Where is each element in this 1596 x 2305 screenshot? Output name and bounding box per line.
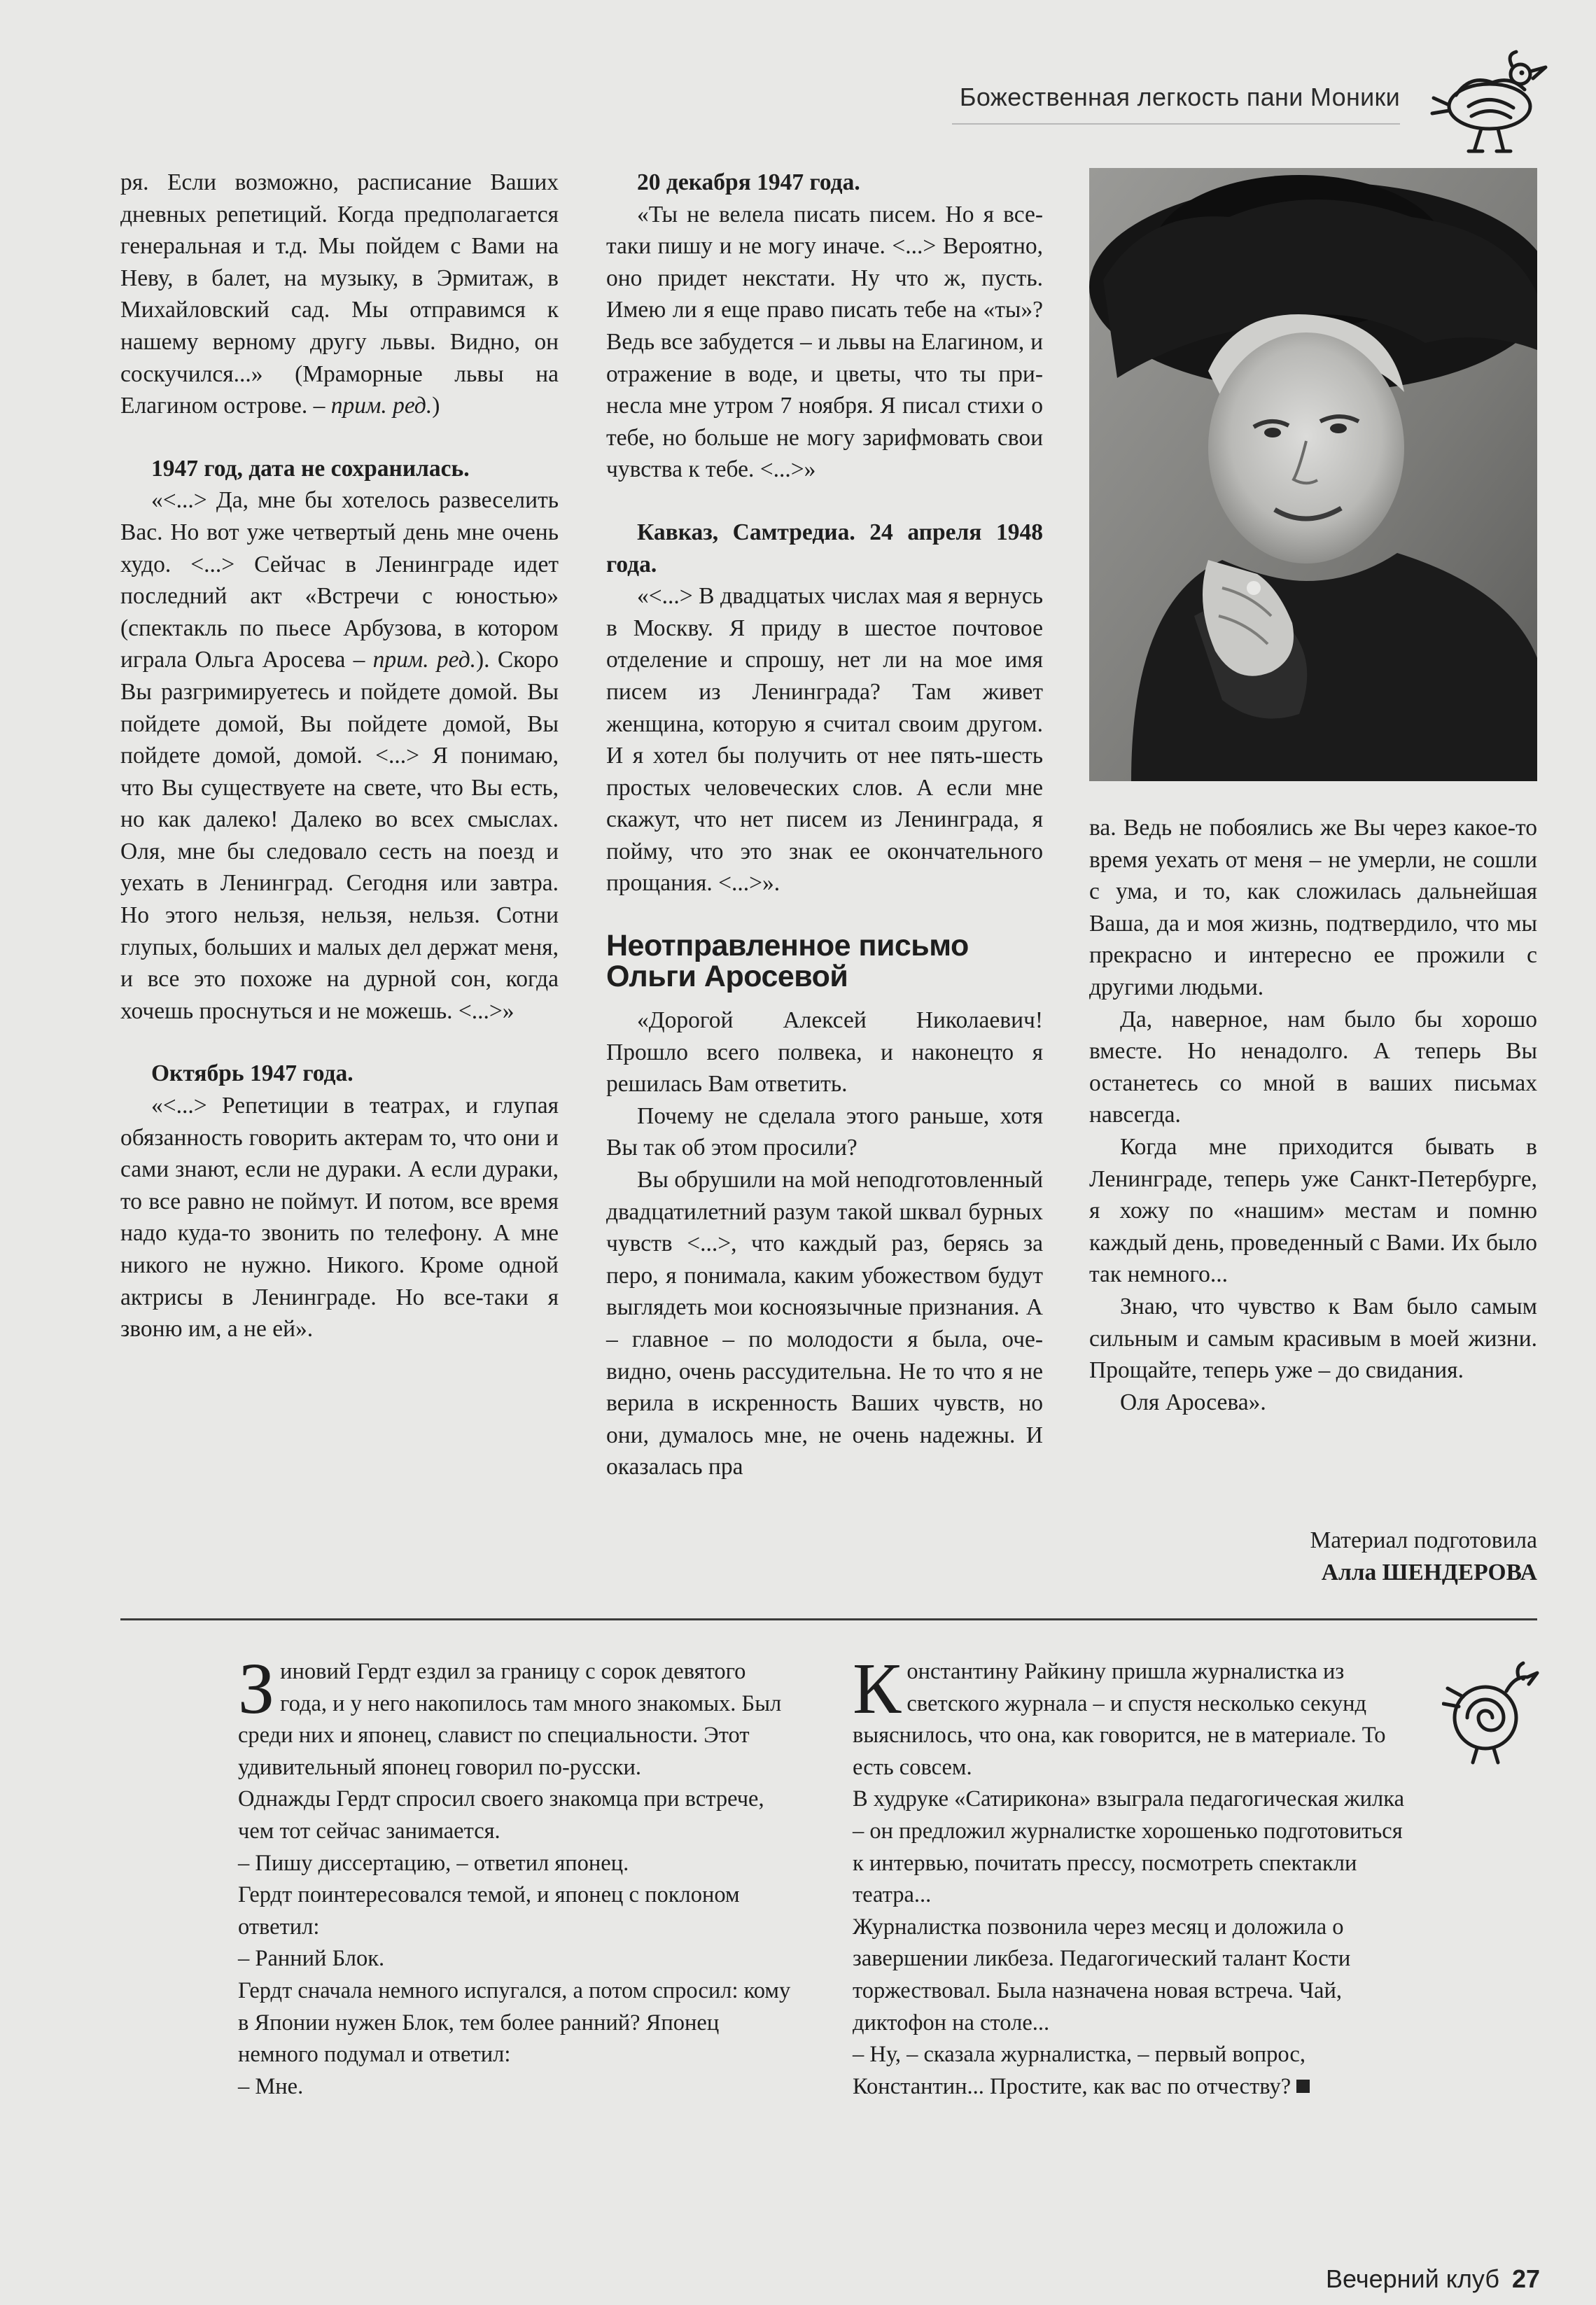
reply-paragraph: ва. Ведь не побоялись же Вы через какое-то время уехать от меня – не умерли, не сошли с ума, и то, как сложилась дальнейшая Ваша, да и моя жизнь, подтвердило, что мы прекрасно и интересно ее прожили с другими людьми. (1089, 815, 1537, 1000)
letter-text: «<...> Да, мне бы хотелось развеселить Вас. Но вот уже четвертый день мне очень худо. <...> Сейчас в Ленинграде идет последний акт «Встречи с юностью» (спектакль по пьесе Арбузова, в котором играла Ольга Аросева – (120, 487, 559, 673)
magazine-name: Вечерний клуб (1326, 2264, 1499, 2293)
portrait-illustration (1089, 168, 1537, 781)
material-credit (1089, 1525, 1537, 1589)
anecdote-paragraph: Гердт поинтересовался темой, и японец с поклоном ответил: (238, 1882, 740, 1940)
editor-note: прим. ред. (372, 647, 477, 673)
anecdote-paragraph (853, 2039, 1413, 2103)
letter-paragraph: «Ты не велела писать писем. Но я все-таки пишу и не могу иначе. <...> Вероятно, оно придет некстати. Ну что ж, пусть. Имею ли я еще право писать тебе на «ты»? Ведь все забудется – и львы на Елагином, и отражение в воде, и цветы, что ты принесла мне утром 7 ноября. Я писал стихи о тебе, но больше не могу зарифмовать свои чувства к тебе. <...>» (606, 201, 1043, 483)
anecdote-text: иновий Гердт ездил за границу с сорок девятого года, и у него накопилось там много знакомых. Был среди них и японец, славист по специальности. Этот удивительный японец говорил по-русски. (238, 1659, 782, 1780)
letter-date: 20 декабря 1947 года. (637, 169, 860, 195)
letters-column-1 (120, 167, 559, 1345)
credit-line: Материал подготовила (1310, 1527, 1537, 1553)
anecdote-raikin (853, 1648, 1413, 2103)
credit-author: Алла ШЕНДЕРОВА (1321, 1560, 1537, 1585)
anecdote-gerdt (238, 1648, 798, 2103)
anecdote-paragraph: Журналистка позвонила через месяц и доложила о завершении ликбеза. Педагогический талант Кости торжествовал. Была назначена новая встреча. Чай, диктофон на столе... (853, 1914, 1351, 2036)
letter-text: ). Скоро Вы разгримируетесь и пойдете домой. Вы пойдете домой, Вы пойдете домой, Вы пойдете домой, домой. <...> Я понимаю, что Вы существуете на свете, что Вы есть, но как далеко! Далеко во всех смыслах. Оля, мне бы следовало сесть на поезд и уехать в Ленинград. Сегодня или завтра. Но этого нельзя, нельзя, нельзя. Сотни глупых, больших и малых дел держат меня, и все это похоже на дурной сон, когда хочешь проснуться и не можешь. <...>» (120, 647, 559, 1024)
anecdote-paragraph (853, 1648, 1413, 1784)
end-mark-icon (1296, 2080, 1310, 2093)
letter-paragraph (120, 484, 559, 1027)
letter-text: ря. Если возможно, расписание Ваших дневных репетиций. Когда предполагается генеральная и т.д. Мы пойдем с Вами на Неву, в балет, на музыку, в Эрмитаж, в Михайловский сад. Мы отправимся к нашему верному другу львы. Видно, он соскучился...» (Мраморные львы на Елагином острове. – (120, 169, 559, 419)
editor-note: прим. ред. (330, 393, 433, 419)
reply-paragraph: Знаю, что чувство к Вам было самым сильным и самым красивым в моей жизни. Прощайте, теперь уже – до свидания. (1089, 1293, 1537, 1384)
anecdote-paragraph: В худруке «Сатирикона» взыграла педагогическая жилка – он предложил журналистке хорошенько подготовиться к интервью, почитать прессу, посмотреть спектакли театра... (853, 1786, 1404, 1908)
letter-paragraph: «<...> В двадцатых числах мая я вернусь в Москву. Я приду в шестое почтовое отделение и спрошу, нет ли на мое имя писем из Ленинграда? Там живет женщина, которую я считал своим другом. И я хотел бы получить от нее пять-шесть простых человеческих слов. А если мне скажут, что нет писем из Ленинграда, я пойму, что это знак ее окончательного прощания. <...>». (606, 583, 1043, 897)
anecdote-paragraph (238, 1648, 798, 1784)
reply-paragraph: Почему не сделала этого раньше, хотя Вы так об этом просили? (606, 1102, 1043, 1161)
page-number: 27 (1511, 2264, 1540, 2293)
reply-paragraph: Да, наверное, нам было бы хорошо вместе. Но ненадолго. А теперь Вы останетесь со мной в ваших письмах навсегда. (1089, 1006, 1537, 1128)
reply-paragraph: «Дорогой Алексей Николаевич! Прошло всего полвека, и наконецто я решилась Вам ответить. (606, 1007, 1043, 1098)
anecdote-paragraph: Однажды Гердт спросил своего знакомца при встрече, чем тот сейчас занимается. (238, 1786, 764, 1844)
section-divider (120, 1618, 1537, 1620)
page-footer (1162, 2264, 1540, 2294)
letters-column-2 (606, 167, 1043, 1483)
anecdote-paragraph: – Мне. (238, 2073, 304, 2099)
bird-ornament-icon (1428, 46, 1554, 158)
anecdote-paragraph: – Пишу диссертацию, – ответил японец. (238, 1850, 629, 1876)
drop-cap: К (853, 1648, 902, 1729)
bird-swirl-ornament-icon (1442, 1660, 1540, 1765)
reply-signature: Оля Аросева». (1120, 1389, 1266, 1415)
letter-date: Октябрь 1947 года. (151, 1060, 354, 1087)
anecdote-text: онстантину Райкину пришла журналистка из светского журнала – и спустя несколько секунд выяснилось, что она, как говорится, не в материале. То есть совсем. (853, 1659, 1386, 1780)
running-title: Божественная легкость пани Моники (959, 83, 1400, 111)
header-rule (952, 123, 1400, 125)
letter-date: 1947 год, дата не сохранилась. (151, 455, 470, 482)
letter-paragraph (120, 167, 559, 422)
section-subhead: Неотправленное письмо Ольги Аросевой (606, 929, 969, 994)
letters-column-3 (1089, 812, 1537, 1418)
letter-date: Кавказ, Самтредиа. 24 апреля 1948 года. (606, 519, 1043, 577)
letter-text: ) (432, 393, 440, 419)
drop-cap: З (238, 1648, 275, 1729)
reply-paragraph: Вы обрушили на мой неподготовленный двадцатилетний разум такой шквал бурных чувств <...>, что каждый раз, берясь за перо, я понимала, каким убожеством будут выглядеть мои косноязычные признания. А – главное – по молодости я была, очевидно, очень рассудительна. Не то что я не верила в искренность Ваших чувств, но они, думалось мне, не очень надежны. И оказалась пра (606, 1167, 1043, 1480)
anecdote-text: – Ну, – сказала журналистка, – первый вопрос, Константин... Простите, как вас по отчеству? (853, 2042, 1306, 2099)
letter-paragraph: «<...> Репетиции в театрах, и глупая обязанность говорить актерам то, что они и сами знают, если не дураки. А если дураки, то все равно не поймут. И потом, все время надо куда-то звонить по телефону. А мне никого не нужно. Никого. Кроме одной актрисы в Ленинграде. Но все-таки я звоню им, а не ей». (120, 1093, 559, 1343)
reply-paragraph: Когда мне приходится бывать в Ленинграде, теперь уже Санкт-Петербурге, я хожу по «нашим» местам и помню каждый день, проведенный с Вами. Их было так немного... (1089, 1133, 1537, 1288)
portrait-photo (1089, 168, 1537, 781)
anecdote-paragraph: Гердт сначала немного испугался, а потом спросил: кому в Японии нужен Блок, тем более ранний? Японец немного подумал и ответил: (238, 1977, 791, 2068)
anecdote-paragraph: – Ранний Блок. (238, 1946, 385, 1972)
